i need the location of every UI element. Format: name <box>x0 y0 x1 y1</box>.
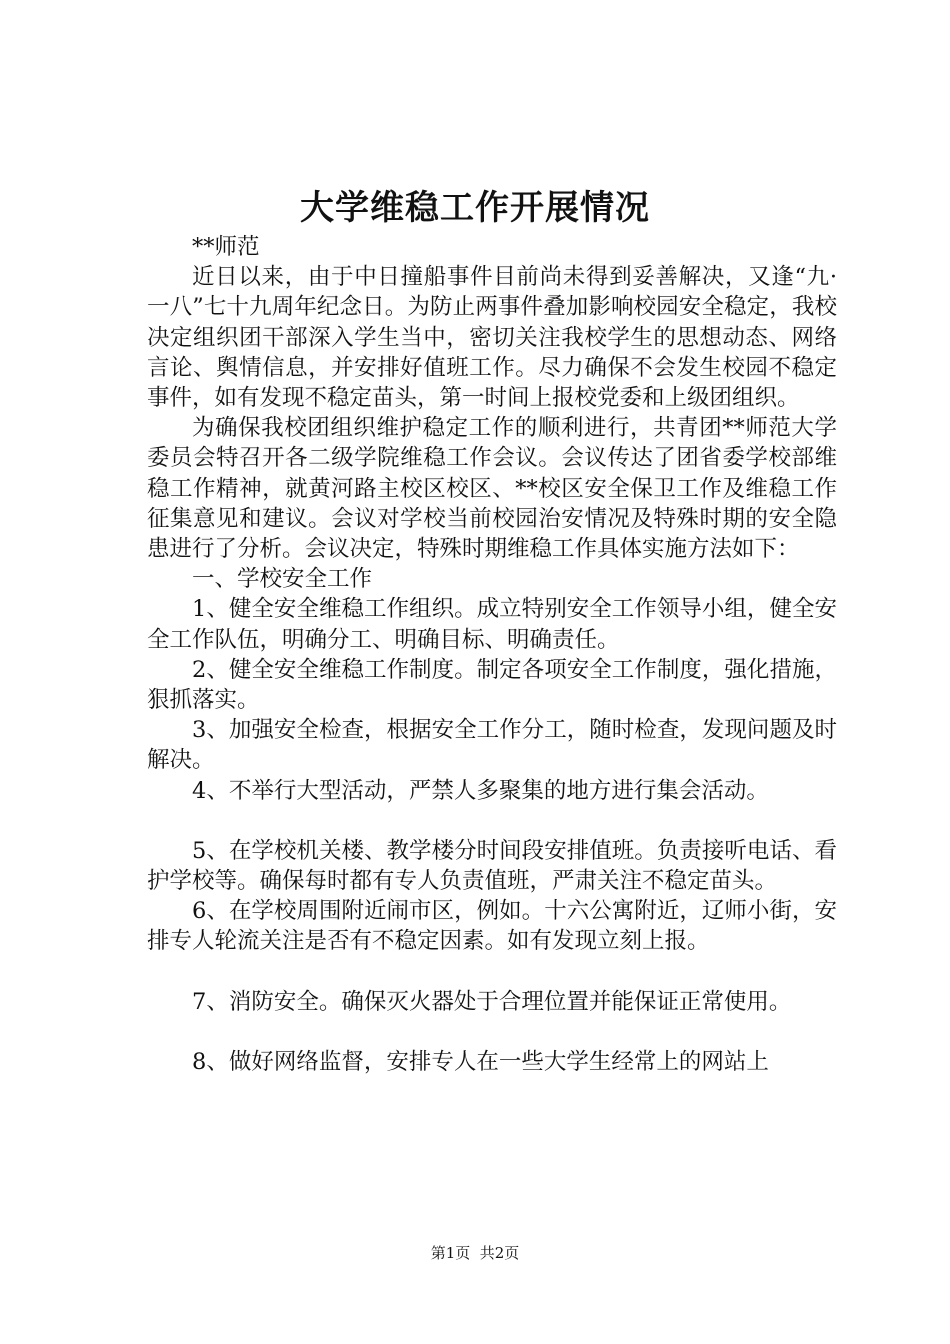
list-item-7: 7、消防安全。确保灭火器处于合理位置并能保证正常使用。 <box>192 988 792 1015</box>
page-number: 第1页 共2页 <box>430 1244 520 1262</box>
author-line: **师范 <box>192 234 260 260</box>
paragraph-intro: 近日以来，由于中日撞船事件目前尚未得到妥善解决，又逢“九·一八”七十九周年纪念日。为防止两事件叠加影响校园安全稳定，我校决定组织团干部深入学生当中，密切关注我校学生的思想动态、网络言论、舆情信息，并安排好值班工作。尽力确保不会发生校园不稳定事件，如有发现不稳定苗头，第一时间上报校党委和上级团组织。 <box>147 264 837 412</box>
list-item-5: 5、在学校机关楼、教学楼分时间段安排值班。负责接听电话、看护学校等。确保每时都有专人负责值班，严肃关注不稳定苗头。 <box>147 837 837 895</box>
list-item-2: 2、健全安全维稳工作制度。制定各项安全工作制度，强化措施，狠抓落实。 <box>147 656 837 714</box>
page-footer <box>0 1243 950 1263</box>
list-item-4: 4、不举行大型活动，严禁人多聚集的地方进行集会活动。 <box>192 777 769 804</box>
list-item-3: 3、加强安全检查，根据安全工作分工，随时检查，发现问题及时解决。 <box>147 717 837 774</box>
list-item-6: 6、在学校周围附近闹市区，例如。十六公寓附近，辽师小街，安排专人轮流关注是否有不稳定因素。如有发现立刻上报。 <box>147 898 837 955</box>
list-item-8: 8、做好网络监督，安排专人在一些大学生经常上的网站上 <box>192 1048 769 1075</box>
paragraph-meeting: 为确保我校团组织维护稳定工作的顺利进行，共青团**师范大学委员会特召开各二级学院维稳工作会议。会议传达了团省委学校部维稳工作精神，就黄河路主校区校区、**校区安全保卫工作及维稳工作征集意见和建议。会议对学校当前校园治安情况及特殊时期的安全隐患进行了分析。会议决定，特殊时期维稳工作具体实施方法如下： <box>147 415 837 563</box>
section-heading: 一、学校安全工作 <box>192 566 373 593</box>
document-body <box>147 232 837 1077</box>
document-title: 大学维稳工作开展情况 <box>300 188 650 228</box>
list-item-1: 1、健全安全维稳工作组织。成立特别安全工作领导小组，健全安全工作队伍，明确分工、明确目标、明确责任。 <box>147 596 837 653</box>
